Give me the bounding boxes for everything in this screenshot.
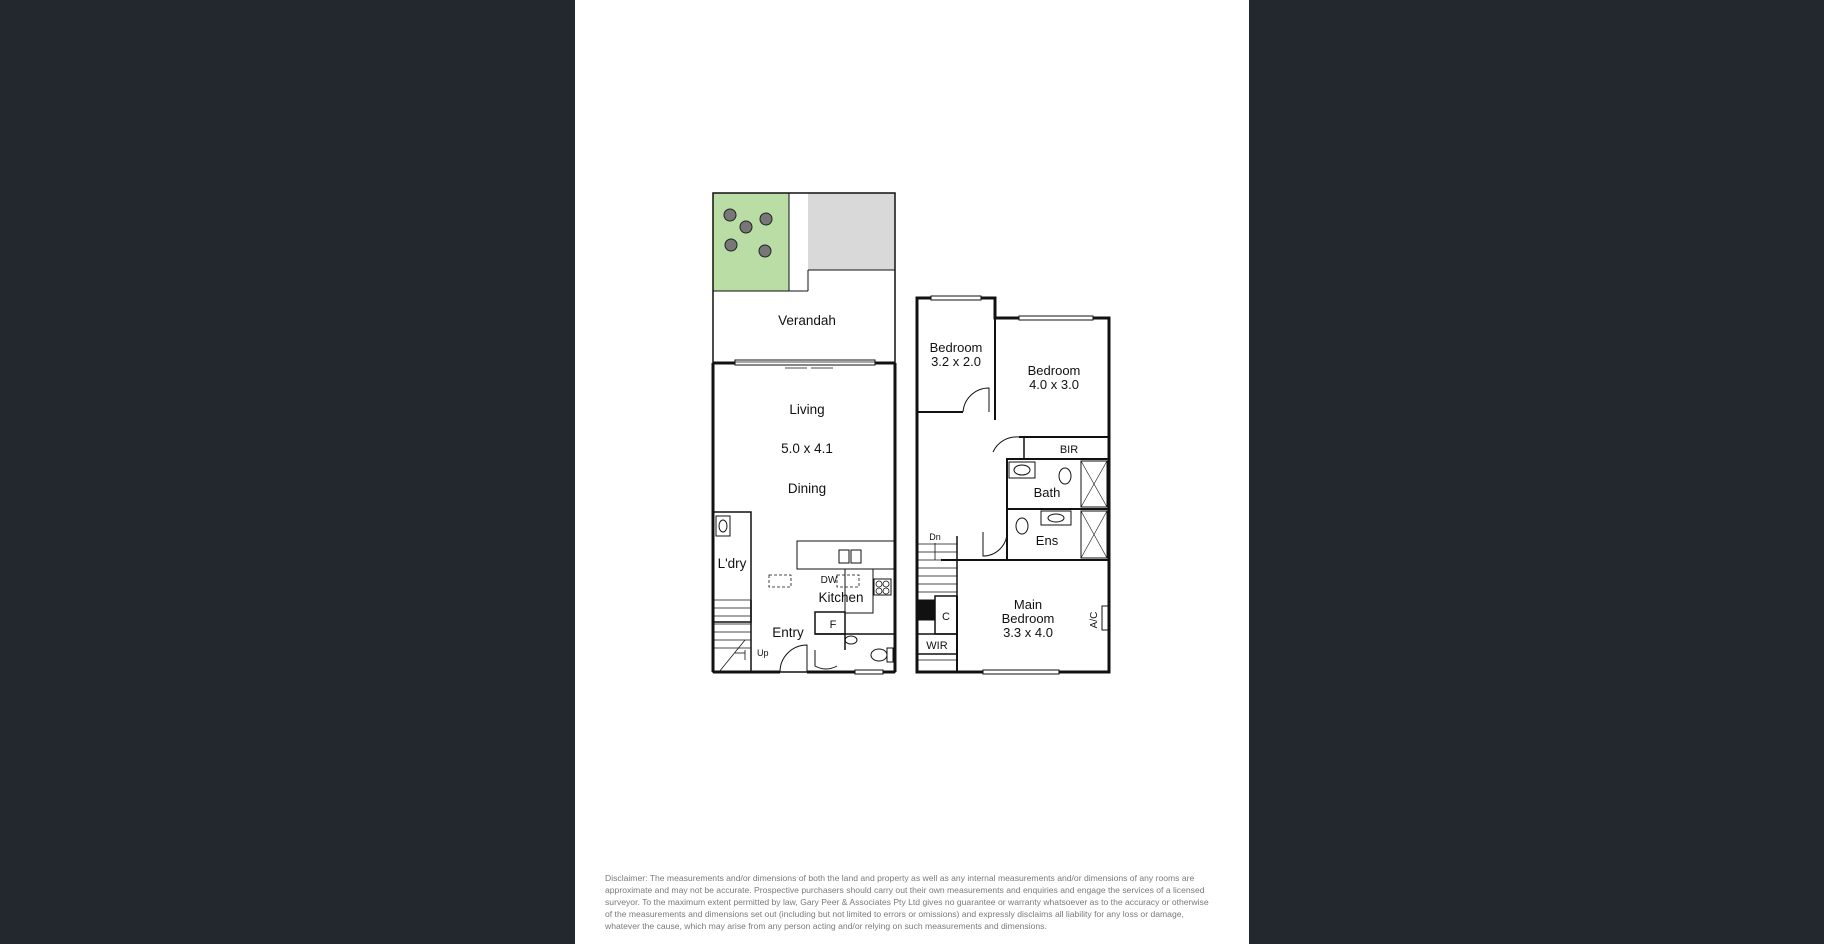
garden-area [713, 193, 789, 291]
label-bedroom-2: Bedroom [929, 340, 983, 355]
label-fridge: F [829, 619, 837, 631]
floorplan-sheet [575, 0, 1249, 944]
label-bedroom-1: Bedroom [1027, 363, 1081, 378]
label-bedroom-2-dims: 3.2 x 2.0 [931, 354, 981, 369]
label-entry: Entry [772, 625, 804, 640]
label-kitchen: Kitchen [818, 590, 864, 605]
upper-stairs [917, 536, 957, 600]
label-dishwasher: DW [820, 575, 838, 586]
label-bir: BIR [1059, 444, 1079, 456]
label-dining: Dining [787, 481, 827, 496]
ground-floor-plan [713, 193, 895, 674]
label-stairs-down: Dn [929, 532, 941, 542]
label-ac: A/C [1089, 611, 1100, 629]
label-living-dims: 5.0 x 4.1 [781, 441, 833, 456]
ground-stairs [713, 600, 751, 672]
floorplan-drawing [575, 0, 1249, 944]
label-living: Living [789, 402, 825, 417]
label-ensuite: Ens [1035, 533, 1059, 548]
label-stairs-up: Up [757, 648, 769, 658]
paved-area [808, 193, 895, 270]
label-verandah: Verandah [778, 313, 836, 328]
disclaimer-text: Disclaimer: The measurements and/or dimensions of both the land and property as well as any internal measurements and/or dimensions of any rooms are approximate and may not be accurate. Prospective purchasers should carry out their own measurements and enquiries and engage the services of a licensed surveyor. To the maximum extent permitted by law, Gary Peer & Associates Pty Ltd gives no guarantee or warranty whatsoever as to the accuracy or otherwise of the measurements and dimensions set out (including but not limited to errors or omissions) and expressly disclaims all liability for any loss or damage, whatever the cause, which may arise from any person acting and/or relying on such measurements and dimensions. [605, 873, 1209, 931]
label-laundry: L'dry [717, 556, 747, 571]
label-bedroom-1-dims: 4.0 x 3.0 [1029, 377, 1079, 392]
label-wir: WIR [926, 640, 948, 652]
label-cupboard: C [942, 611, 950, 623]
label-main-bedroom-2: Bedroom [1001, 611, 1055, 626]
label-main-bedroom-1: Main [1013, 597, 1043, 612]
label-bath: Bath [1033, 485, 1061, 500]
label-main-bedroom-dims: 3.3 x 4.0 [1003, 625, 1053, 640]
